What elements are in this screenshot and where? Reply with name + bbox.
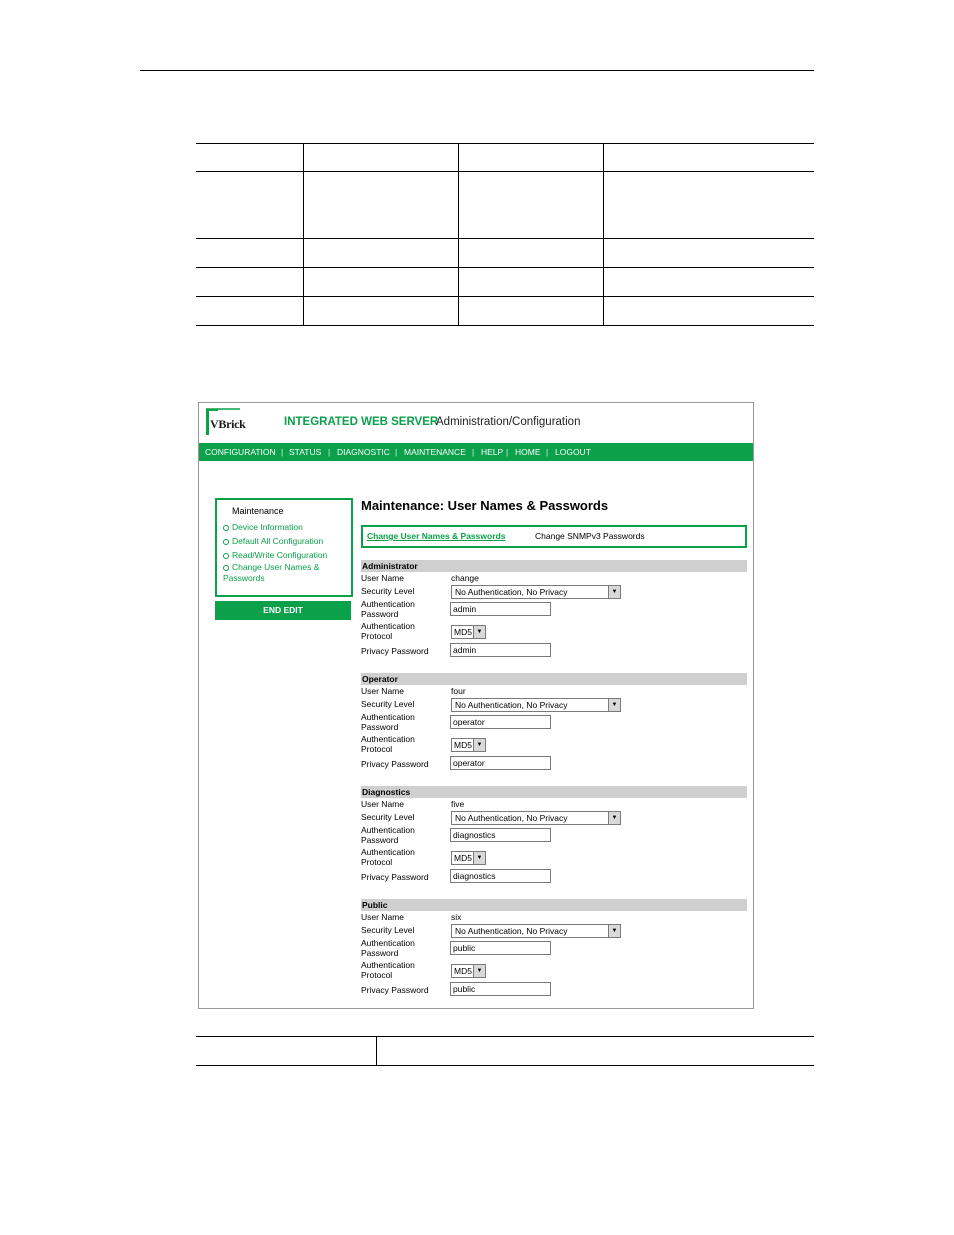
sidebar-item-device-information[interactable] (223, 522, 347, 533)
nav-separator: | (395, 447, 398, 457)
select-value: MD5 (454, 740, 472, 750)
privacy-password-input[interactable]: public (450, 982, 551, 996)
auth-protocol-label-1: Authentication (361, 847, 415, 857)
security-level-select[interactable] (451, 811, 621, 825)
dropdown-arrow-icon: ▼ (473, 626, 485, 638)
auth-password-input[interactable]: public (450, 941, 551, 955)
nav-home[interactable]: HOME (515, 447, 541, 457)
sidebar-item-label: Device Information (232, 522, 303, 532)
auth-protocol-label-2: Protocol (361, 631, 393, 641)
sidebar-item-default-all-configuration[interactable] (223, 536, 347, 547)
sidebar-item-change-user-names[interactable] (223, 562, 335, 584)
bullet-icon (223, 565, 229, 571)
section-header (361, 673, 747, 685)
dropdown-arrow-icon: ▼ (608, 812, 620, 824)
maintenance-sidebar (215, 498, 353, 597)
nav-separator: | (472, 447, 475, 457)
web-server-screenshot (198, 402, 754, 1009)
sidebar-item-label: Change User Names & Passwords (223, 562, 320, 583)
privacy-password-label: Privacy Password (361, 759, 429, 769)
app-subtitle: Administration/Configuration (436, 416, 581, 428)
dropdown-arrow-icon: ▼ (608, 586, 620, 598)
auth-protocol-select[interactable] (451, 625, 486, 639)
dropdown-arrow-icon: ▼ (608, 699, 620, 711)
nav-separator: | (506, 447, 509, 457)
user-name-value: change (451, 573, 479, 583)
section-diagnostics (361, 786, 747, 896)
auth-protocol-select[interactable] (451, 738, 486, 752)
user-name-label: User Name (361, 686, 404, 696)
page-title: Maintenance: User Names & Passwords (361, 498, 609, 513)
user-name-label: User Name (361, 799, 404, 809)
section-title: Public (362, 900, 388, 910)
security-level-select[interactable] (451, 698, 621, 712)
tab-change-snmpv3-passwords[interactable]: Change SNMPv3 Passwords (535, 531, 645, 541)
nav-logout[interactable]: LOGOUT (555, 447, 591, 457)
section-public (361, 899, 747, 1009)
nav-separator: | (546, 447, 549, 457)
bullet-icon (223, 553, 229, 559)
sidebar-title: Maintenance (232, 506, 284, 516)
security-level-label: Security Level (361, 812, 415, 822)
tab-bar (361, 525, 747, 548)
section-operator (361, 673, 747, 783)
auth-protocol-label-2: Protocol (361, 744, 393, 754)
select-value: MD5 (454, 627, 472, 637)
table-rule (196, 238, 814, 239)
privacy-password-input[interactable]: admin (450, 643, 551, 657)
dropdown-arrow-icon: ▼ (473, 739, 485, 751)
nav-diagnostic[interactable]: DIAGNOSTIC (337, 447, 390, 457)
select-value: No Authentication, No Privacy (455, 587, 568, 597)
table-rule (196, 1065, 814, 1066)
privacy-password-label: Privacy Password (361, 646, 429, 656)
tab-change-user-names[interactable]: Change User Names & Passwords (367, 531, 506, 541)
app-title: INTEGRATED WEB SERVER (284, 416, 439, 428)
table-rule (196, 143, 814, 144)
privacy-password-label: Privacy Password (361, 872, 429, 882)
user-name-value: five (451, 799, 465, 809)
bullet-icon (223, 525, 229, 531)
section-header (361, 899, 747, 911)
user-name-value: six (451, 912, 462, 922)
auth-protocol-label-1: Authentication (361, 960, 415, 970)
select-value: MD5 (454, 853, 472, 863)
auth-password-input[interactable]: diagnostics (450, 828, 551, 842)
auth-password-label-2: Password (361, 948, 399, 958)
nav-separator: | (328, 447, 331, 457)
security-level-label: Security Level (361, 925, 415, 935)
security-level-label: Security Level (361, 586, 415, 596)
table-rule (196, 296, 814, 297)
nav-separator: | (281, 447, 284, 457)
bullet-icon (223, 539, 229, 545)
page-header-rule (140, 70, 814, 71)
user-name-value: four (451, 686, 466, 696)
auth-protocol-select[interactable] (451, 851, 486, 865)
dropdown-arrow-icon: ▼ (608, 925, 620, 937)
auth-password-label-1: Authentication (361, 712, 415, 722)
auth-password-label-2: Password (361, 609, 399, 619)
section-title: Operator (362, 674, 398, 684)
security-level-label: Security Level (361, 699, 415, 709)
table-rule (196, 325, 814, 326)
table-col-rule (603, 143, 604, 325)
section-title: Diagnostics (362, 787, 411, 797)
sidebar-item-label: Default All Configuration (232, 536, 324, 546)
end-edit-button[interactable]: END EDIT (215, 601, 351, 620)
auth-password-label-2: Password (361, 835, 399, 845)
vbrick-logo (204, 407, 244, 437)
section-title: Administrator (362, 561, 418, 571)
privacy-password-label: Privacy Password (361, 985, 429, 995)
dropdown-arrow-icon: ▼ (473, 965, 485, 977)
logo-text: VBrick (210, 417, 246, 431)
auth-protocol-label-2: Protocol (361, 857, 393, 867)
select-value: MD5 (454, 966, 472, 976)
section-header (361, 786, 747, 798)
auth-password-label-1: Authentication (361, 825, 415, 835)
nav-status[interactable]: STATUS (289, 447, 322, 457)
table-rule (196, 267, 814, 268)
auth-password-input[interactable]: admin (450, 602, 551, 616)
auth-password-label-2: Password (361, 722, 399, 732)
table-col-rule (458, 143, 459, 325)
sidebar-item-read-write-configuration[interactable] (223, 550, 347, 561)
top-nav (199, 443, 753, 461)
auth-password-input[interactable]: operator (450, 715, 551, 729)
privacy-password-input[interactable]: operator (450, 756, 551, 770)
table-rule (196, 1036, 814, 1037)
user-name-label: User Name (361, 912, 404, 922)
user-name-label: User Name (361, 573, 404, 583)
auth-protocol-label-2: Protocol (361, 970, 393, 980)
sidebar-item-label: Read/Write Configuration (232, 550, 328, 560)
section-header (361, 560, 747, 572)
nav-configuration[interactable]: CONFIGURATION (205, 447, 276, 457)
select-value: No Authentication, No Privacy (455, 926, 568, 936)
select-value: No Authentication, No Privacy (455, 700, 568, 710)
nav-maintenance[interactable]: MAINTENANCE (404, 447, 466, 457)
privacy-password-input[interactable]: diagnostics (450, 869, 551, 883)
nav-help[interactable]: HELP (481, 447, 504, 457)
select-value: No Authentication, No Privacy (455, 813, 568, 823)
security-level-select[interactable] (451, 585, 621, 599)
section-administrator (361, 560, 747, 670)
dropdown-arrow-icon: ▼ (473, 852, 485, 864)
auth-password-label-1: Authentication (361, 938, 415, 948)
auth-password-label-1: Authentication (361, 599, 415, 609)
table-col-rule (303, 143, 304, 325)
security-level-select[interactable] (451, 924, 621, 938)
auth-protocol-label-1: Authentication (361, 621, 415, 631)
auth-protocol-select[interactable] (451, 964, 486, 978)
auth-protocol-label-1: Authentication (361, 734, 415, 744)
table-rule (196, 171, 814, 172)
table-col-rule (376, 1036, 377, 1065)
